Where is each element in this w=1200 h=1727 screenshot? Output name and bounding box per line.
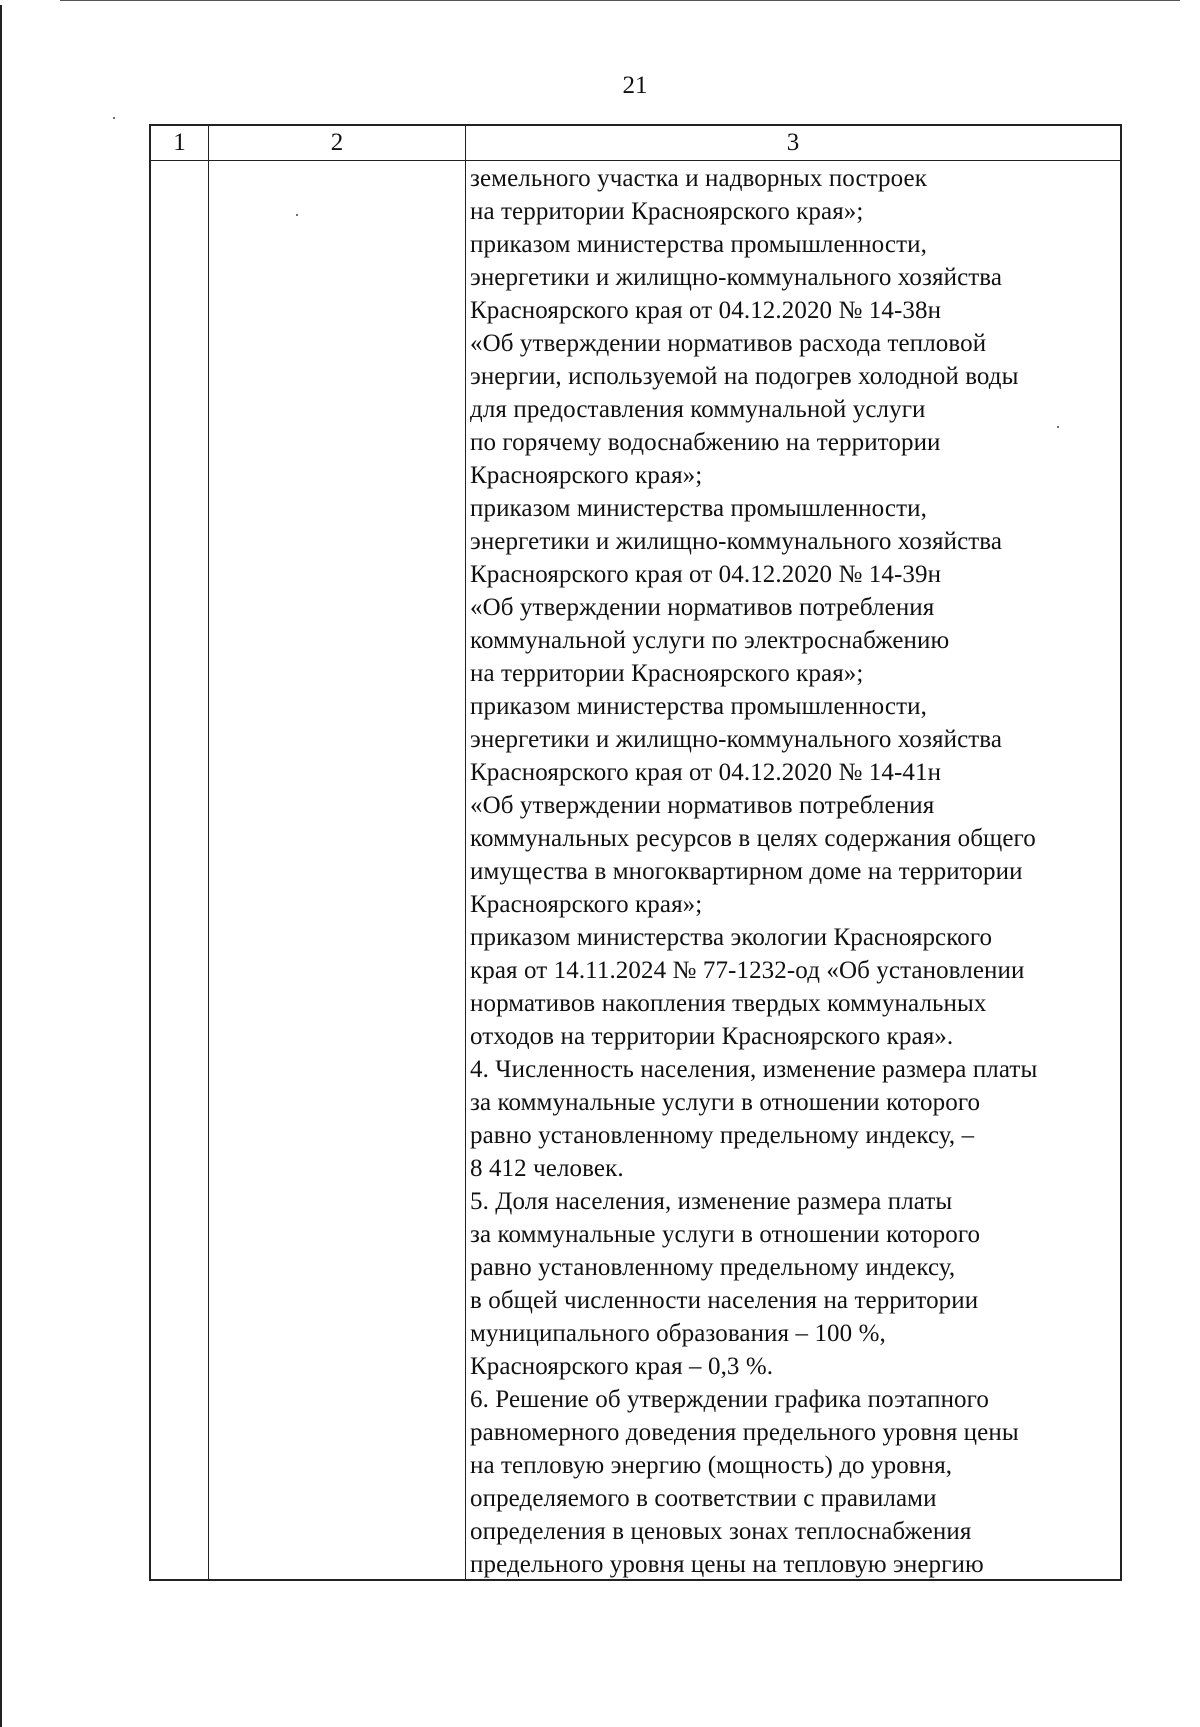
text-line: Красноярского края»; — [470, 462, 703, 489]
scan-top-edge — [60, 0, 1180, 1]
text-line: в общей численности населения на территории — [470, 1287, 979, 1314]
text-line: 8 412 человек. — [470, 1155, 624, 1182]
text-line: «Об утверждении нормативов потребления — [470, 594, 935, 621]
text-line: муниципального образования – 100 %, — [470, 1320, 886, 1347]
scan-left-edge — [0, 5, 2, 1727]
column-header-3: 3 — [786, 129, 800, 156]
text-line: «Об утверждении нормативов потребления — [470, 792, 935, 819]
text-line: определяемого в соответствии с правилами — [470, 1485, 937, 1512]
header-rule — [151, 160, 1120, 161]
column-divider — [465, 126, 466, 1579]
text-line: на территории Красноярского края»; — [470, 198, 864, 225]
text-line: энергии, используемой на подогрев холодной воды — [470, 363, 1019, 390]
text-line: Красноярского края»; — [470, 891, 703, 918]
text-line: нормативов накопления твердых коммунальных — [470, 990, 987, 1017]
column-header-1: 1 — [173, 129, 186, 156]
text-line: энергетики и жилищно-коммунального хозяйства — [470, 726, 1003, 753]
text-line: Красноярского края от 04.12.2020 № 14-41н — [470, 759, 942, 786]
scan-speck — [113, 117, 115, 119]
text-line: равно установленному предельному индексу, — [470, 1254, 956, 1281]
text-line: для предоставления коммунальной услуги — [470, 396, 926, 423]
column-header-2: 2 — [330, 129, 344, 156]
text-line: Красноярского края – 0,3 %. — [470, 1353, 774, 1380]
text-line: края от 14.11.2024 № 77-1232-од «Об установлении — [470, 957, 1025, 984]
text-line: за коммунальные услуги в отношении которого — [470, 1221, 981, 1248]
text-line: 4. Численность населения, изменение размера платы — [470, 1056, 1038, 1083]
text-line: приказом министерства промышленности, — [470, 693, 927, 720]
text-line: равномерного доведения предельного уровня цены — [470, 1419, 1019, 1446]
text-line: отходов на территории Красноярского края». — [470, 1023, 954, 1050]
text-line: за коммунальные услуги в отношении которого — [470, 1089, 981, 1116]
text-line: имущества в многоквартирном доме на территории — [470, 858, 1023, 885]
page-number: 21 — [622, 72, 648, 99]
text-line: по горячему водоснабжению на территории — [470, 429, 941, 456]
text-line: на территории Красноярского края»; — [470, 660, 864, 687]
column-divider — [208, 126, 209, 1579]
text-line: приказом министерства промышленности, — [470, 231, 927, 258]
document-table — [149, 124, 1122, 1581]
text-line: на тепловую энергию (мощность) до уровня, — [470, 1452, 953, 1479]
text-line: определения в ценовых зонах теплоснабжения — [470, 1518, 972, 1545]
text-line: приказом министерства экологии Красноярского — [470, 924, 993, 951]
text-line: 6. Решение об утверждении графика поэтапного — [470, 1386, 989, 1413]
text-line: равно установленному предельному индексу, – — [470, 1122, 975, 1149]
text-line: земельного участка и надворных построек — [470, 165, 927, 192]
text-line: энергетики и жилищно-коммунального хозяйства — [470, 264, 1003, 291]
text-line: приказом министерства промышленности, — [470, 495, 927, 522]
text-line: коммунальных ресурсов в целях содержания общего — [470, 825, 1036, 852]
text-line: коммунальной услуги по электроснабжению — [470, 627, 950, 654]
text-line: энергетики и жилищно-коммунального хозяйства — [470, 528, 1003, 555]
text-line: Красноярского края от 04.12.2020 № 14-38н — [470, 297, 942, 324]
text-line: «Об утверждении нормативов расхода тепловой — [470, 330, 987, 357]
text-line: Красноярского края от 04.12.2020 № 14-39н — [470, 561, 942, 588]
text-line: 5. Доля населения, изменение размера платы — [470, 1188, 953, 1215]
text-line: предельного уровня цены на тепловую энергию — [470, 1551, 984, 1578]
table-cell-col3 — [470, 162, 1120, 1581]
